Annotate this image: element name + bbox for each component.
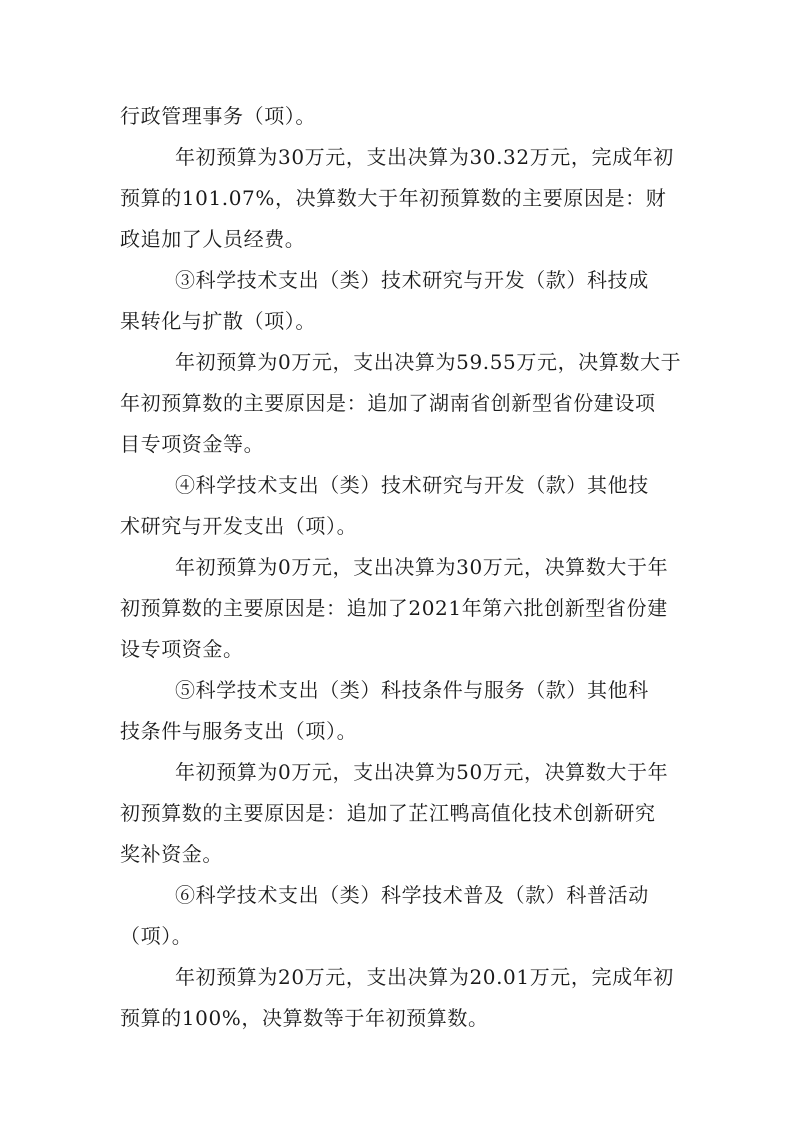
paragraph-item-3-heading: [120, 260, 676, 342]
text-line: 术研究与开发支出（项）。: [120, 514, 358, 538]
text-line: 年初预算数的主要原因是：追加了湖南省创新型省份建设项: [120, 391, 656, 415]
text-line: 年初预算为0万元，支出决算为50万元，决算数大于年: [175, 760, 669, 784]
text-line: ⑤科学技术支出（类）科技条件与服务（款）其他科: [175, 678, 649, 702]
text-line: 目专项资金等。: [120, 432, 265, 456]
paragraph-item-5-heading: [120, 670, 676, 752]
text-line: 设专项资金。: [120, 637, 244, 661]
paragraph-admin-affairs-continued: [120, 96, 676, 137]
text-line: 预算的101.07%，决算数大于年初预算数的主要原因是：财: [120, 186, 667, 210]
text-line: 年初预算为20万元，支出决算为20.01万元，完成年初: [175, 965, 674, 989]
text-line: ③科学技术支出（类）技术研究与开发（款）科技成: [175, 268, 649, 292]
document-body: [120, 96, 682, 1039]
paragraph-item-6-heading: [120, 875, 676, 957]
text-line: ④科学技术支出（类）技术研究与开发（款）其他技: [175, 473, 649, 497]
text-line: 奖补资金。: [120, 842, 223, 866]
text-line: 初预算数的主要原因是：追加了2021年第六批创新型省份建: [120, 596, 668, 620]
paragraph-budget-admin: [120, 137, 676, 260]
text-line: 技条件与服务支出（项）。: [120, 719, 358, 743]
paragraph-item-5-budget: [120, 752, 676, 875]
text-line: 果转化与扩散（项）。: [120, 309, 316, 333]
text-line: 行政管理事务（项）。: [120, 104, 316, 128]
text-line: （项）。: [120, 924, 193, 948]
paragraph-item-3-budget: [120, 342, 682, 465]
paragraph-item-4-budget: [120, 547, 676, 670]
text-line: 政追加了人员经费。: [120, 227, 306, 251]
text-line: 年初预算为30万元，支出决算为30.32万元，完成年初: [175, 145, 674, 169]
paragraph-item-4-heading: [120, 465, 676, 547]
text-line: 初预算数的主要原因是：追加了芷江鸭高值化技术创新研究: [120, 801, 656, 825]
text-line: 预算的100%，决算数等于年初预算数。: [120, 1006, 489, 1030]
text-line: 年初预算为0万元，支出决算为30万元，决算数大于年: [175, 555, 669, 579]
paragraph-item-6-budget: [120, 957, 676, 1039]
text-line: ⑥科学技术支出（类）科学技术普及（款）科普活动: [175, 883, 649, 907]
text-line: 年初预算为0万元，支出决算为59.55万元，决算数大于: [175, 350, 682, 374]
